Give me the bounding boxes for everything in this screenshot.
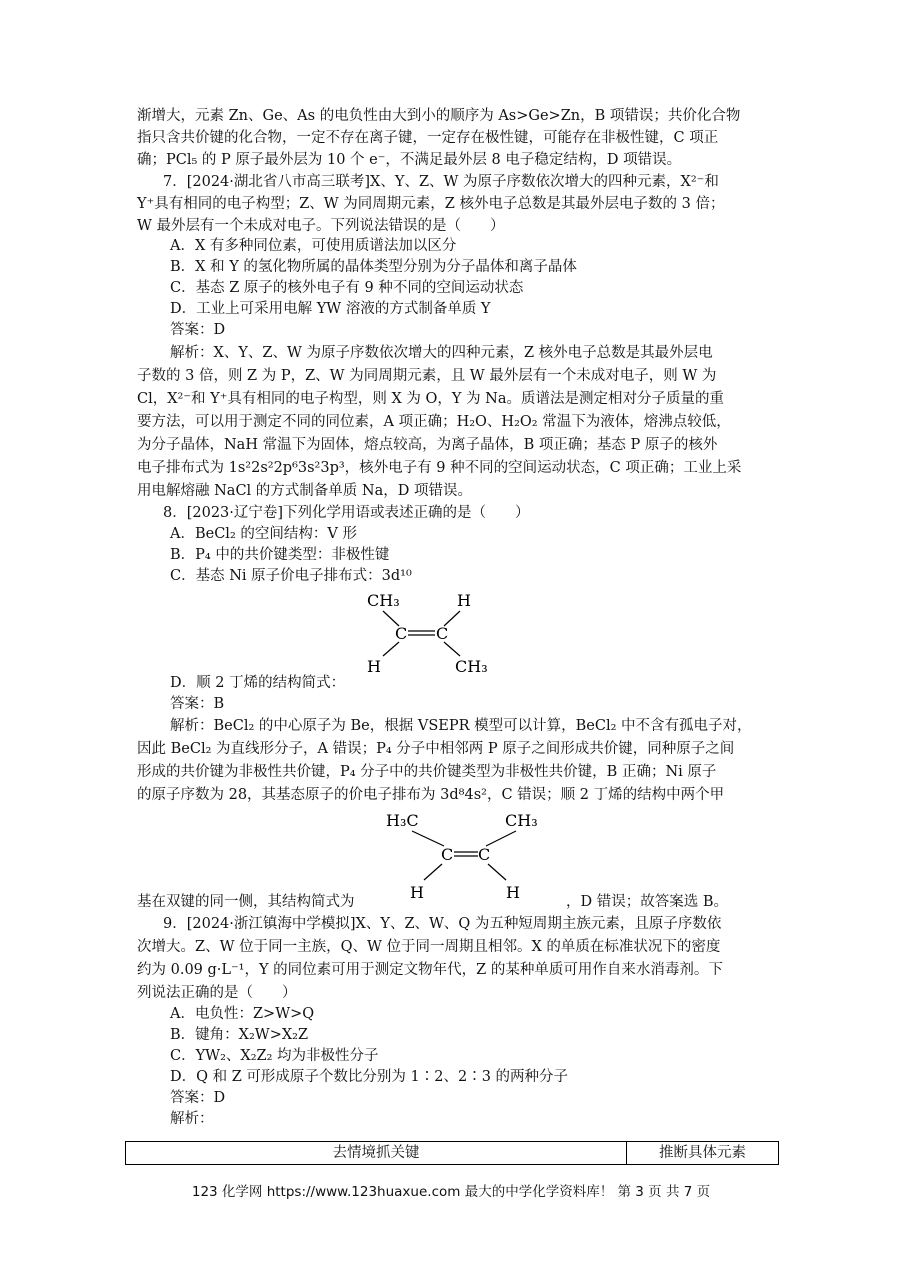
text-line: 确；PCl₅ 的 P 原子最外层为 10 个 e⁻，不满足最外层 8 电子稳定结构，D 项错误。 xyxy=(137,152,682,168)
table-header-cell: 去情境抓关键 xyxy=(332,1145,420,1161)
explanation-line: ，D 错误；故答案选 B。 xyxy=(566,894,728,910)
option-b: B．P₄ 中的共价键类型：非极性键 xyxy=(170,547,390,563)
cis-2-butene-structure xyxy=(355,586,505,686)
explanation-line: 解析：BeCl₂ 的中心原子为 Be，根据 VSEPR 模型可以计算，BeCl₂ 中不含有孤电子对， xyxy=(170,718,752,734)
option-a: A．电负性：Z>W>Q xyxy=(170,1006,315,1022)
cis-2-butene-structure xyxy=(380,806,550,906)
question-9-stem: 约为 0.09 g·L⁻¹，Y 的同位素可用于测定文物年代，Z 的某种单质可用作自来水消毒剂。下 xyxy=(137,962,723,978)
carbon-atom: C xyxy=(478,845,491,864)
hydrogen-atom: H xyxy=(457,591,471,610)
explanation-line: 子数的 3 倍，则 Z 为 P，Z、W 为同周期元素，且 W 最外层有一个未成对电子，则 W 为 xyxy=(137,368,717,384)
question-7-stem: Y⁺具有相同的电子构型；Z、W 为同周期元素，Z 核外电子总数是其最外层电子数的 3 倍； xyxy=(137,196,725,212)
answer: 答案：D xyxy=(170,1090,226,1106)
carbon-atom: C xyxy=(395,624,408,643)
explanation-label: 解析： xyxy=(170,1111,214,1127)
question-9-stem: 列说法正确的是（ ） xyxy=(137,985,297,1001)
question-9-stem: 次增大。Z、W 位于同一主族，Q、W 位于同一周期且相邻。X 的单质在标准状况下的密度 xyxy=(137,939,721,955)
explanation-line: 基在双键的同一侧，其结构简式为 xyxy=(137,894,355,910)
explanation-line: Cl，X²⁻和 Y⁺具有相同的电子构型，则 X 为 O，Y 为 Na。质谱法是测定相对分子质量的重 xyxy=(137,391,725,407)
text-line: 指只含共价键的化合物，一定不存在离子键，一定存在极性键，可能存在非极性键，C 项正 xyxy=(137,130,719,146)
answer: 答案：B xyxy=(170,696,225,712)
ch3-group: H₃C xyxy=(386,811,419,830)
page-footer: 123 化学网 https://www.123huaxue.com 最大的中学化学资料库！ 第 3 页 共 7 页 xyxy=(191,1184,711,1200)
explanation-line: 为分子晶体，NaH 常温下为固体，熔点较高，为离子晶体，B 项正确；基态 P 原子的核外 xyxy=(137,437,718,453)
carbon-atom: C xyxy=(441,845,454,864)
option-c: C．基态 Ni 原子价电子排布式：3d¹⁰ xyxy=(170,568,412,584)
explanation-line: 电子排布式为 1s²2s²2p⁶3s²3p³，核外电子有 9 种不同的空间运动状态，C 项正确；工业上采 xyxy=(137,460,742,476)
table-header-cell: 推断具体元素 xyxy=(659,1145,746,1161)
ch3-group: CH₃ xyxy=(367,591,400,610)
explanation-line: 用电解熔融 NaCl 的方式制备单质 Na，D 项错误。 xyxy=(137,483,472,499)
question-9-stem: 9．[2024·浙江镇海中学模拟]X、Y、Z、W、Q 为五种短周期主族元素，且原子序数依 xyxy=(163,916,722,932)
carbon-atom: C xyxy=(436,624,449,643)
explanation-line: 因此 BeCl₂ 为直线形分子，A 错误；P₄ 分子中相邻两 P 原子之间形成共价键，同种原子之间 xyxy=(137,741,735,757)
text-line: 渐增大，元素 Zn、Ge、As 的电负性由大到小的顺序为 As>Ge>Zn，B 项错误；共价化合物 xyxy=(137,108,741,124)
option-d: D．顺 2 丁烯的结构简式： xyxy=(170,675,346,691)
explanation-line: 要方法，可以用于测定不同的同位素，A 项正确；H₂O、H₂O₂ 常温下为液体，熔沸点较低， xyxy=(137,414,731,430)
option-a: A．X 有多种同位素，可使用质谱法加以区分 xyxy=(170,238,457,254)
hydrogen-atom: H xyxy=(367,657,381,676)
option-d: D．Q 和 Z 可形成原子个数比分别为 1∶2、2∶3 的两种分子 xyxy=(170,1069,569,1085)
option-c: C．YW₂、X₂Z₂ 均为非极性分子 xyxy=(170,1048,379,1064)
question-8-stem: 8．[2023·辽宁卷]下列化学用语或表述正确的是（ ） xyxy=(163,505,530,521)
option-b: B．X 和 Y 的氢化物所属的晶体类型分别为分子晶体和离子晶体 xyxy=(170,259,577,275)
question-7-stem: W 最外层有一个未成对电子。下列说法错误的是（ ） xyxy=(137,218,505,234)
ch3-group: CH₃ xyxy=(505,811,538,830)
option-d: D．工业上可采用电解 YW 溶液的方式制备单质 Y xyxy=(170,301,491,317)
ch3-group: CH₃ xyxy=(455,657,488,676)
option-a: A．BeCl₂ 的空间结构：V 形 xyxy=(170,526,357,542)
explanation-line: 形成的共价键为非极性共价键，P₄ 分子中的共价键类型为非极性共价键，B 正确；Ni 原子 xyxy=(137,764,717,780)
hydrogen-atom: H xyxy=(506,883,520,902)
answer: 答案：D xyxy=(170,322,226,338)
option-b: B．键角：X₂W>X₂Z xyxy=(170,1027,309,1043)
option-c: C．基态 Z 原子的核外电子有 9 种不同的空间运动状态 xyxy=(170,280,524,296)
explanation-line: 解析：X、Y、Z、W 为原子序数依次增大的四种元素，Z 核外电子总数是其最外层电 xyxy=(170,345,713,361)
analysis-table xyxy=(125,1141,779,1165)
hydrogen-atom: H xyxy=(410,883,424,902)
explanation-line: 的原子序数为 28，其基态原子的价电子排布为 3d⁸4s²，C 错误；顺 2 丁烯的结构中两个甲 xyxy=(137,787,725,803)
question-7-stem: 7．[2024·湖北省八市高三联考]X、Y、Z、W 为原子序数依次增大的四种元素，X²⁻和 xyxy=(163,174,719,190)
